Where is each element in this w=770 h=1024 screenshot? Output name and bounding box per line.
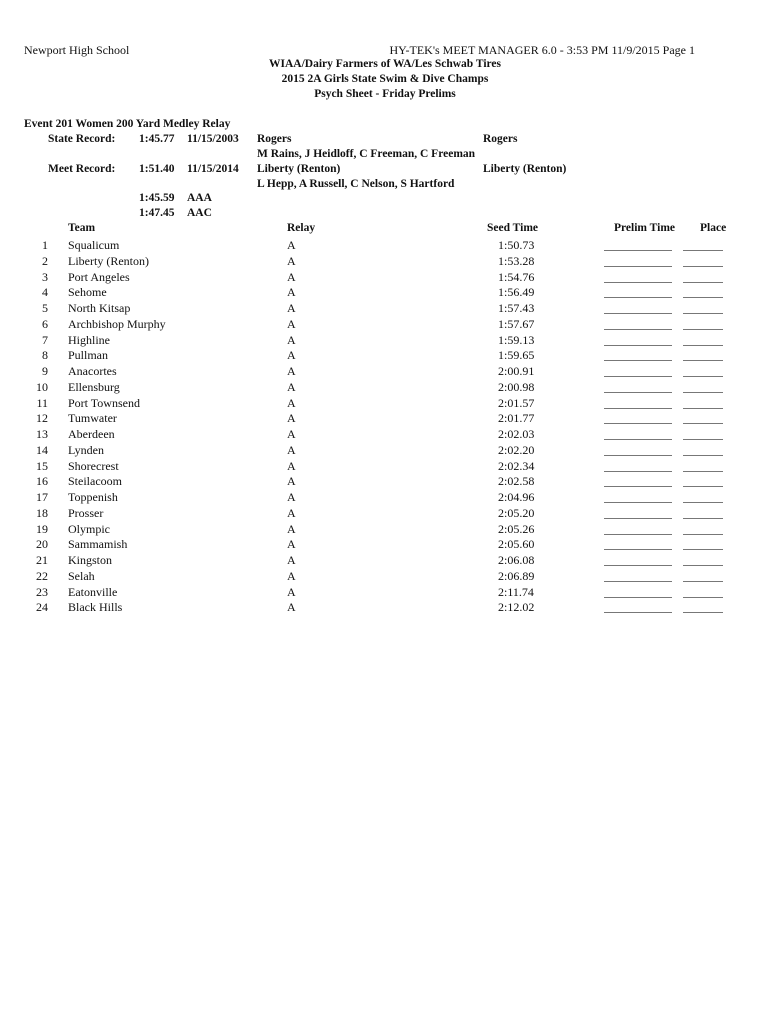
prelim-time-blank [604, 581, 672, 582]
entry-seed-time: 1:59.65 [498, 348, 535, 363]
entry-team: Ellensburg [68, 379, 120, 394]
prelim-time-blank [604, 534, 672, 535]
entry-seed-time: 1:57.67 [498, 316, 535, 331]
entry-rank: 21 [36, 553, 48, 567]
place-blank [683, 518, 723, 519]
table-row [0, 364, 770, 380]
entry-relay: A [287, 379, 296, 394]
entry-seed-time: 2:05.26 [498, 521, 535, 536]
entry-seed-time: 2:02.03 [498, 427, 535, 441]
entry-team: Kingston [68, 553, 113, 567]
entry-seed-time: 1:57.43 [498, 301, 535, 315]
prelim-time-blank [604, 297, 672, 298]
software-header: HY-TEK's MEET MANAGER 6.0 - 3:53 PM 11/9/2015 Page 1 [389, 43, 695, 57]
entry-rank: 16 [36, 474, 48, 489]
table-row [0, 490, 770, 506]
prelim-time-blank [604, 360, 672, 361]
entry-rank: 8 [42, 348, 48, 363]
place-blank [683, 313, 723, 314]
table-row [0, 301, 770, 317]
place-blank [683, 549, 723, 550]
prelim-time-blank [604, 597, 672, 598]
entry-seed-time: 2:02.58 [498, 474, 535, 489]
entry-team: Steilacoom [68, 474, 122, 489]
entry-relay: A [287, 269, 296, 284]
entry-seed-time: 2:02.34 [498, 458, 535, 473]
entry-rank: 12 [36, 411, 48, 426]
prelim-time-blank [604, 439, 672, 440]
prelim-time-blank [604, 250, 672, 251]
entry-seed-time: 1:53.28 [498, 253, 535, 268]
state-record-team: Rogers [257, 133, 292, 145]
entry-team: Shorecrest [68, 458, 119, 473]
table-row [0, 333, 770, 349]
entry-team: North Kitsap [68, 301, 131, 315]
entry-relay: A [287, 238, 296, 252]
place-blank [683, 329, 723, 330]
entry-seed-time: 2:02.20 [498, 442, 535, 457]
table-row [0, 317, 770, 333]
school-name: Newport High School [24, 43, 130, 57]
entry-seed-time: 1:59.13 [498, 332, 535, 347]
entry-team: Sammamish [68, 537, 128, 552]
entry-rank: 22 [36, 568, 48, 583]
entry-team: Eatonville [68, 584, 118, 599]
standard-time: 1:45.59 [139, 192, 175, 204]
prelim-time-blank [604, 313, 672, 314]
entry-relay: A [287, 553, 296, 567]
table-row [0, 427, 770, 443]
place-blank [683, 534, 723, 535]
entry-rank: 7 [42, 332, 48, 347]
table-row [0, 506, 770, 522]
place-blank [683, 597, 723, 598]
place-blank [683, 455, 723, 456]
prelim-time-blank [604, 549, 672, 550]
table-row [0, 411, 770, 427]
place-blank [683, 408, 723, 409]
prelim-time-blank [604, 329, 672, 330]
meet-record-team: Liberty (Renton) [257, 163, 341, 175]
entry-rank: 1 [42, 238, 48, 252]
place-blank [683, 565, 723, 566]
prelim-time-blank [604, 376, 672, 377]
entry-team: Aberdeen [68, 427, 115, 441]
entry-team: Squalicum [68, 238, 120, 252]
entry-rank: 2 [42, 253, 48, 268]
entry-rank: 18 [36, 505, 48, 520]
place-blank [683, 581, 723, 582]
entry-seed-time: 2:01.57 [498, 395, 535, 410]
standard-time: 1:47.45 [139, 207, 175, 219]
entry-rank: 23 [36, 584, 48, 599]
entry-team: Sehome [68, 285, 107, 300]
state-record-time: 1:45.77 [139, 133, 175, 145]
place-blank [683, 376, 723, 377]
column-header-seed-time: Seed Time [487, 222, 539, 234]
column-header-team: Team [68, 222, 96, 234]
place-blank [683, 486, 723, 487]
entry-relay: A [287, 490, 296, 504]
state-record-date: 11/15/2003 [187, 133, 239, 145]
entry-rank: 5 [42, 301, 48, 315]
entry-rank: 10 [36, 379, 48, 394]
standard-code: AAA [187, 192, 212, 204]
place-blank [683, 345, 723, 346]
entry-seed-time: 2:06.08 [498, 553, 535, 567]
meet-record-time: 1:51.40 [139, 163, 175, 175]
entry-seed-time: 2:05.20 [498, 505, 535, 520]
entry-team: Liberty (Renton) [68, 253, 149, 268]
entry-seed-time: 2:00.91 [498, 364, 535, 378]
entry-seed-time: 1:56.49 [498, 285, 535, 300]
entry-seed-time: 2:04.96 [498, 490, 535, 504]
prelim-time-blank [604, 502, 672, 503]
prelim-time-blank [604, 423, 672, 424]
entry-rank: 14 [36, 442, 48, 457]
entry-rank: 24 [36, 600, 48, 615]
entry-rank: 3 [42, 269, 48, 284]
entry-seed-time: 2:06.89 [498, 568, 535, 583]
entry-team: Selah [68, 568, 95, 583]
prelim-time-blank [604, 455, 672, 456]
table-row [0, 270, 770, 286]
table-row [0, 474, 770, 490]
entry-team: Archbishop Murphy [68, 316, 166, 331]
entry-relay: A [287, 348, 296, 363]
entry-rank: 17 [36, 490, 48, 504]
entry-seed-time: 2:00.98 [498, 379, 535, 394]
entry-relay: A [287, 474, 296, 489]
entry-relay: A [287, 364, 296, 378]
entry-relay: A [287, 411, 296, 426]
prelim-time-blank [604, 392, 672, 393]
entry-team: Toppenish [68, 490, 118, 504]
entry-team: Prosser [68, 505, 104, 520]
entry-team: Olympic [68, 521, 110, 536]
place-blank [683, 392, 723, 393]
prelim-time-blank [604, 612, 672, 613]
entry-team: Anacortes [68, 364, 117, 378]
table-row [0, 569, 770, 585]
prelim-time-blank [604, 565, 672, 566]
entry-team: Pullman [68, 348, 109, 363]
table-row [0, 348, 770, 364]
entry-relay: A [287, 332, 296, 347]
place-blank [683, 360, 723, 361]
entry-relay: A [287, 600, 296, 615]
entry-relay: A [287, 427, 296, 441]
table-row [0, 600, 770, 616]
entry-team: Black Hills [68, 600, 123, 615]
entry-team: Tumwater [68, 411, 117, 426]
entry-relay: A [287, 505, 296, 520]
table-row [0, 443, 770, 459]
table-row [0, 254, 770, 270]
entry-seed-time: 2:12.02 [498, 600, 535, 615]
entry-seed-time: 2:11.74 [498, 584, 534, 599]
table-row [0, 238, 770, 254]
table-row [0, 522, 770, 538]
meet-record-swimmers: L Hepp, A Russell, C Nelson, S Hartford [257, 178, 455, 190]
state-record-label: State Record: [48, 133, 116, 145]
entry-rank: 13 [36, 427, 48, 441]
column-header-place: Place [700, 222, 727, 234]
prelim-time-blank [604, 266, 672, 267]
entry-relay: A [287, 458, 296, 473]
place-blank [683, 266, 723, 267]
entry-rank: 15 [36, 458, 48, 473]
entry-seed-time: 1:50.73 [498, 238, 535, 252]
entry-seed-time: 1:54.76 [498, 269, 535, 284]
table-row [0, 553, 770, 569]
table-row [0, 585, 770, 601]
table-row [0, 396, 770, 412]
meet-title-line-3: Psych Sheet - Friday Prelims [314, 88, 456, 100]
event-title: Event 201 Women 200 Yard Medley Relay [24, 118, 231, 130]
place-blank [683, 297, 723, 298]
meet-record-label: Meet Record: [48, 163, 116, 175]
entry-rank: 4 [42, 285, 48, 300]
column-header-prelim-time: Prelim Time [614, 222, 676, 234]
place-blank [683, 250, 723, 251]
meet-record-team-right: Liberty (Renton) [483, 163, 567, 175]
table-row [0, 459, 770, 475]
entry-seed-time: 2:01.77 [498, 411, 535, 426]
entry-rank: 20 [36, 537, 48, 552]
prelim-time-blank [604, 518, 672, 519]
entry-rank: 9 [42, 364, 48, 378]
prelim-time-blank [604, 345, 672, 346]
standard-code: AAC [187, 207, 212, 219]
entry-team: Lynden [68, 442, 104, 457]
prelim-time-blank [604, 486, 672, 487]
entry-relay: A [287, 301, 296, 315]
place-blank [683, 502, 723, 503]
state-record-swimmers: M Rains, J Heidloff, C Freeman, C Freeman [257, 148, 476, 160]
entry-relay: A [287, 537, 296, 552]
place-blank [683, 282, 723, 283]
place-blank [683, 423, 723, 424]
table-row [0, 537, 770, 553]
meet-record-date: 11/15/2014 [187, 163, 239, 175]
place-blank [683, 439, 723, 440]
entry-team: Highline [68, 332, 110, 347]
entry-seed-time: 2:05.60 [498, 537, 535, 552]
entry-relay: A [287, 395, 296, 410]
place-blank [683, 471, 723, 472]
table-row [0, 380, 770, 396]
state-record-team-right: Rogers [483, 133, 518, 145]
entry-relay: A [287, 442, 296, 457]
entry-relay: A [287, 568, 296, 583]
entry-team: Port Townsend [68, 395, 140, 410]
entries-table [0, 238, 770, 616]
entry-relay: A [287, 253, 296, 268]
prelim-time-blank [604, 282, 672, 283]
meet-title-line-1: WIAA/Dairy Farmers of WA/Les Schwab Tires [268, 58, 502, 70]
entry-relay: A [287, 316, 296, 331]
prelim-time-blank [604, 408, 672, 409]
entry-relay: A [287, 584, 296, 599]
table-row [0, 285, 770, 301]
column-header-relay: Relay [287, 222, 316, 234]
entry-rank: 19 [36, 521, 48, 536]
entry-relay: A [287, 285, 296, 300]
entry-team: Port Angeles [68, 269, 130, 284]
meet-title-line-2: 2015 2A Girls State Swim & Dive Champs [281, 73, 489, 85]
place-blank [683, 612, 723, 613]
entry-relay: A [287, 521, 296, 536]
entry-rank: 6 [42, 316, 48, 331]
entry-rank: 11 [36, 395, 48, 410]
prelim-time-blank [604, 471, 672, 472]
